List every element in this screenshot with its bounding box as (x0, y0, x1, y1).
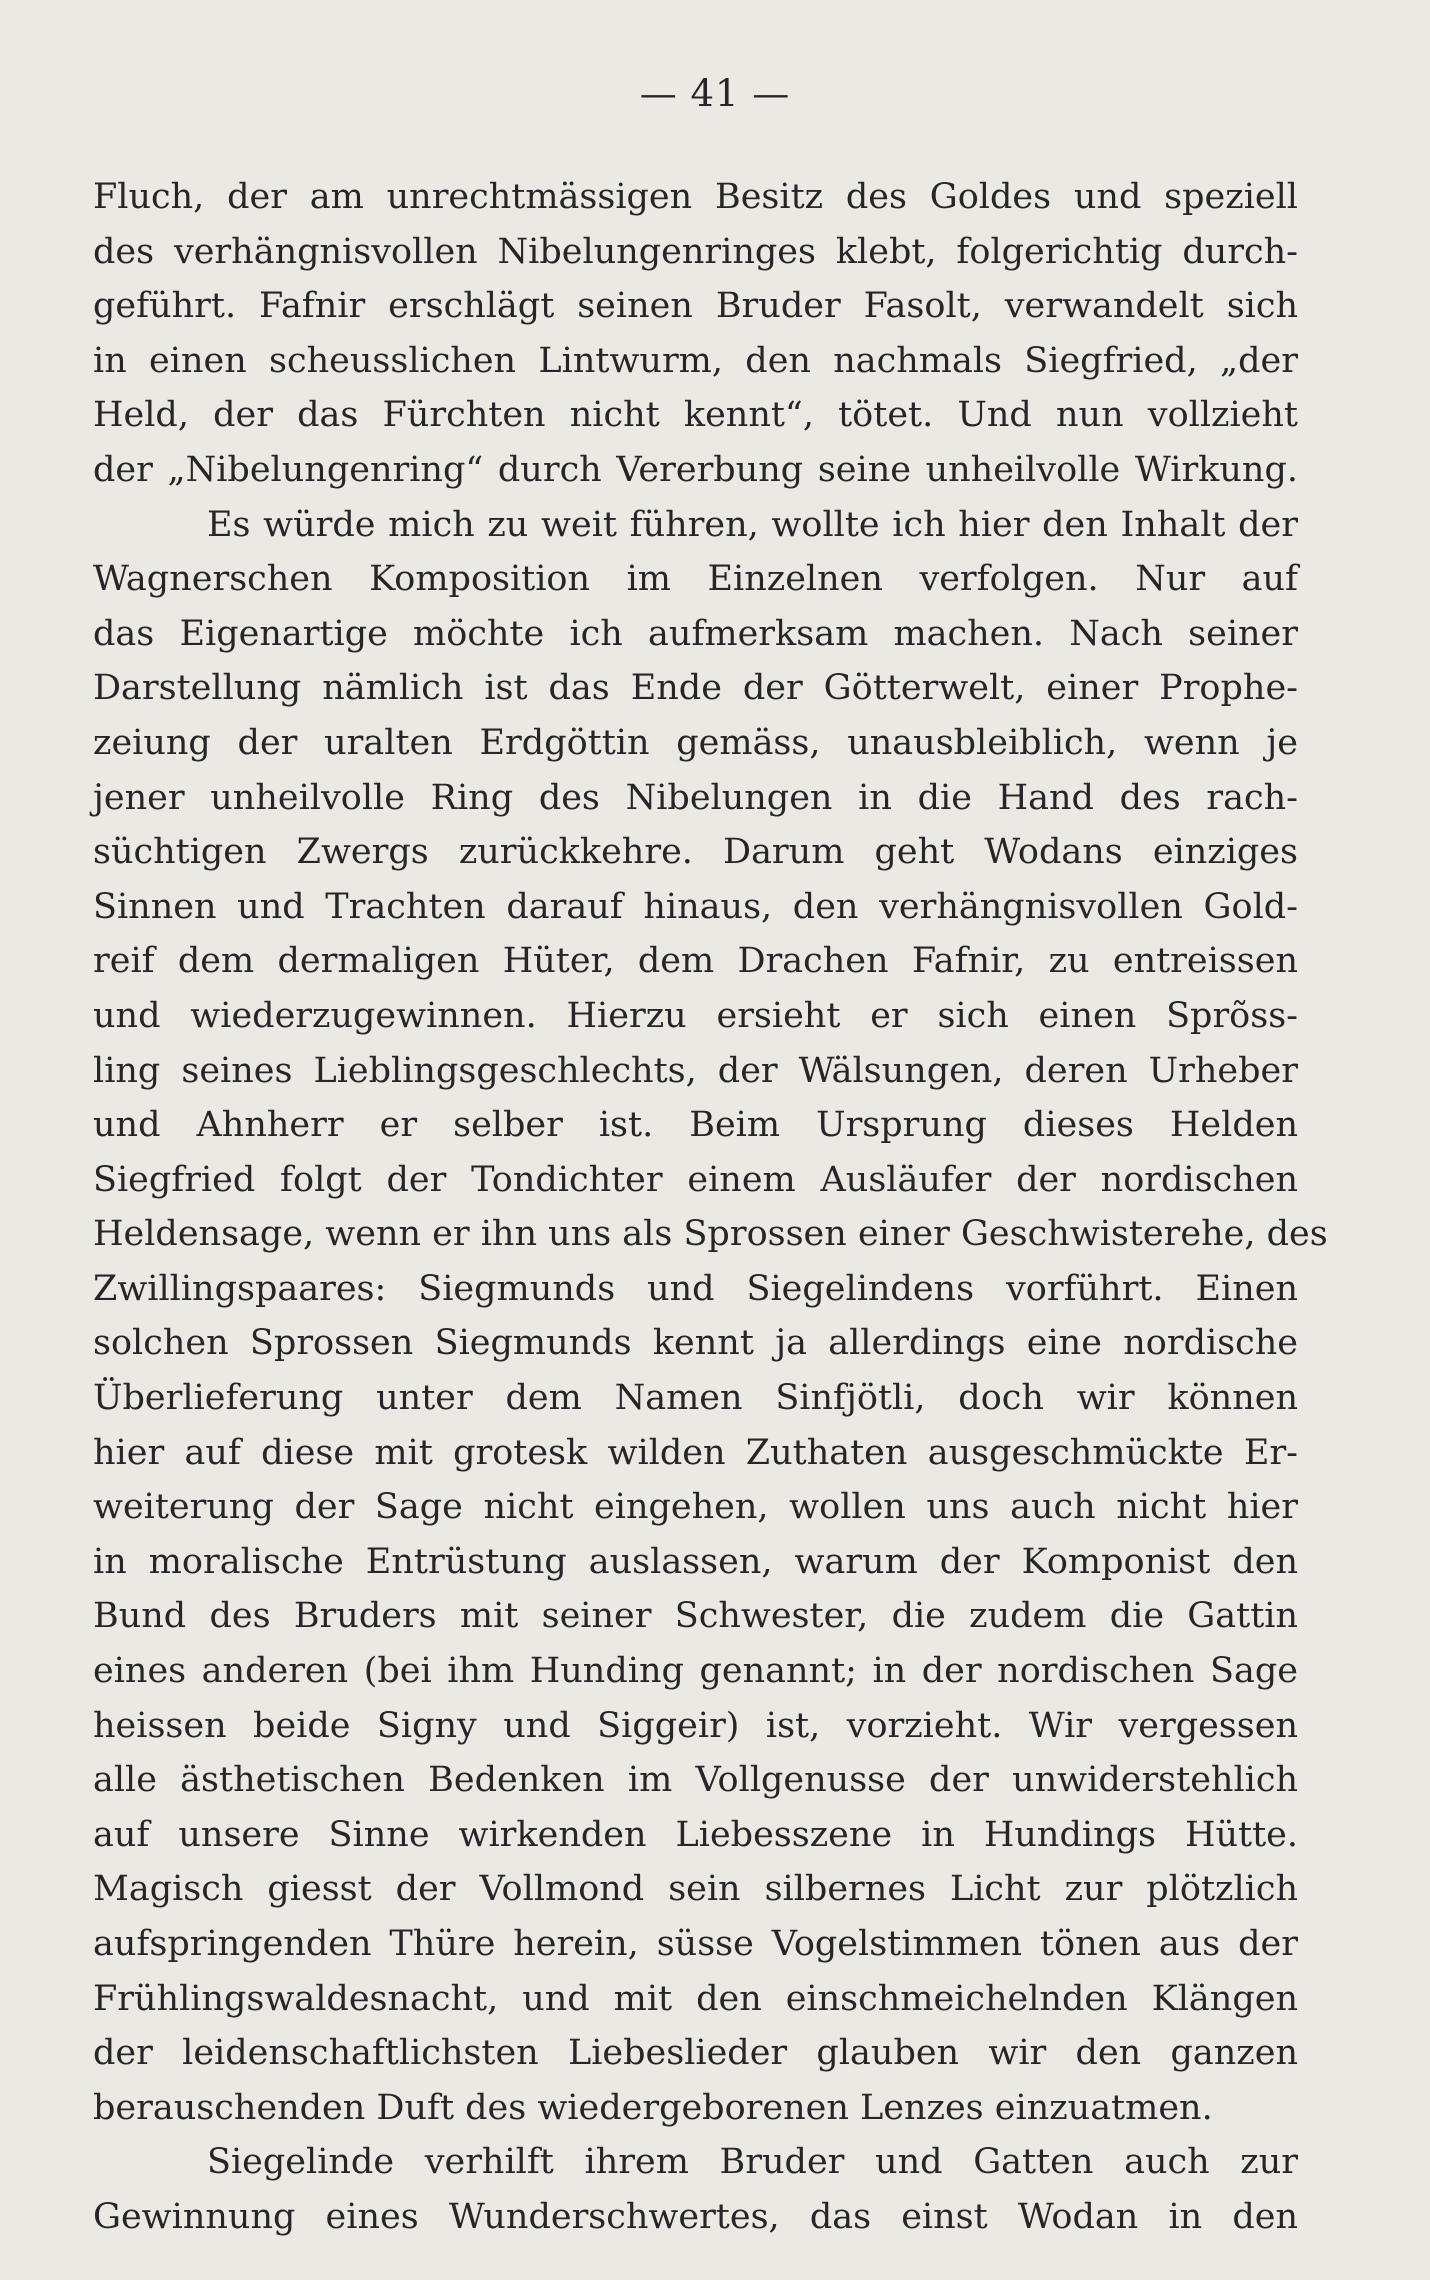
text-line: Sinnen und Trachten darauf hinaus, den verhängnisvollen Gold- (93, 886, 1298, 927)
text-line: und Ahnherr er selber ist. Beim Ursprung dieses Helden (93, 1105, 1298, 1146)
text-line: in einen scheusslichen Lintwurm, den nachmals Siegfried, „der (93, 340, 1298, 381)
text-line: aufspringenden Thüre herein, süsse Vogelstimmen tönen aus der (93, 1924, 1298, 1964)
text-line: der „Nibelungenring“ durch Vererbung seine unheilvolle Wirkung. (93, 449, 1298, 490)
text-line: Fluch, der am unrechtmässigen Besitz des Goldes und speziell (93, 177, 1298, 217)
text-line: weiterung der Sage nicht eingehen, wollen uns auch nicht hier (93, 1487, 1298, 1528)
text-line: Heldensage, wenn er ihn uns als Sprossen einer Geschwisterehe, des (93, 1214, 1328, 1255)
text-line: zeiung der uralten Erdgöttin gemäss, unausbleiblich, wenn je (93, 722, 1298, 763)
text-line: reif dem dermaligen Hüter, dem Drachen Fafnir, zu entreissen (93, 941, 1298, 982)
text-line: heissen beide Signy und Siggeir) ist, vorzieht. Wir vergessen (93, 1705, 1298, 1746)
text-line: geführt. Fafnir erschlägt seinen Bruder Fasolt, verwandelt sich (93, 286, 1298, 327)
text-line: der leidenschaftlichsten Liebeslieder glauben wir den ganzen (93, 2033, 1298, 2074)
text-line: Gewinnung eines Wunderschwertes, das einst Wodan in den (93, 2196, 1298, 2237)
paragraph-end-line: berauschenden Duft des wiedergeborenen Lenzes einzuatmen. (93, 2087, 1213, 2128)
paragraph-start-line: Es würde mich zu weit führen, wollte ich hier den Inhalt der (207, 504, 1298, 545)
paragraph-start-line: Siegelinde verhilft ihrem Bruder und Gatten auch zur (207, 2142, 1298, 2183)
text-line: auf unsere Sinne wirkenden Liebesszene in Hundings Hütte. (93, 1814, 1298, 1855)
text-line: Zwillingspaares: Siegmunds und Siegelindens vorführt. Einen (93, 1268, 1298, 1309)
text-line: und wiederzugewinnen. Hierzu ersieht er sich einen Sprõss- (93, 995, 1298, 1036)
body-text (93, 170, 1328, 2245)
text-line: das Eigenartige möchte ich aufmerksam machen. Nach seiner (93, 613, 1298, 654)
text-line: süchtigen Zwergs zurückkehre. Darum geht Wodans einziges (93, 832, 1298, 873)
text-line: Wagnerschen Komposition im Einzelnen verfolgen. Nur auf (93, 559, 1298, 600)
page-number: — 41 — (639, 72, 791, 115)
text-line: solchen Sprossen Siegmunds kennt ja allerdings eine nordische (93, 1323, 1298, 1364)
text-line: alle ästhetischen Bedenken im Vollgenusse der unwiderstehlich (93, 1760, 1298, 1801)
text-line: ling seines Lieblingsgeschlechts, der Wälsungen, deren Urheber (93, 1050, 1298, 1091)
text-line: in moralische Entrüstung auslassen, warum der Komponist den (93, 1541, 1298, 1582)
text-line: Held, der das Fürchten nicht kennt“, tötet. Und nun vollzieht (93, 395, 1298, 436)
text-line: eines anderen (bei ihm Hunding genannt; in der nordischen Sage (93, 1651, 1298, 1692)
text-line: Magisch giesst der Vollmond sein silbernes Licht zur plötzlich (93, 1869, 1298, 1910)
text-line: des verhängnisvollen Nibelungenringes klebt, folgerichtig durch- (93, 231, 1298, 272)
text-line: Siegfried folgt der Tondichter einem Ausläufer der nordischen (93, 1159, 1298, 1200)
text-line: Bund des Bruders mit seiner Schwester, die zudem die Gattin (93, 1596, 1298, 1637)
text-line: hier auf diese mit grotesk wilden Zuthaten ausgeschmückte Er- (93, 1432, 1298, 1473)
text-line: Darstellung nämlich ist das Ende der Götterwelt, einer Prophe- (93, 668, 1298, 709)
text-line: Überlieferung unter dem Namen Sinfjötli, doch wir können (93, 1378, 1298, 1419)
text-line: jener unheilvolle Ring des Nibelungen in die Hand des rach- (93, 777, 1298, 818)
text-line: Frühlingswaldesnacht, und mit den einschmeichelnden Klängen (93, 1978, 1298, 2019)
